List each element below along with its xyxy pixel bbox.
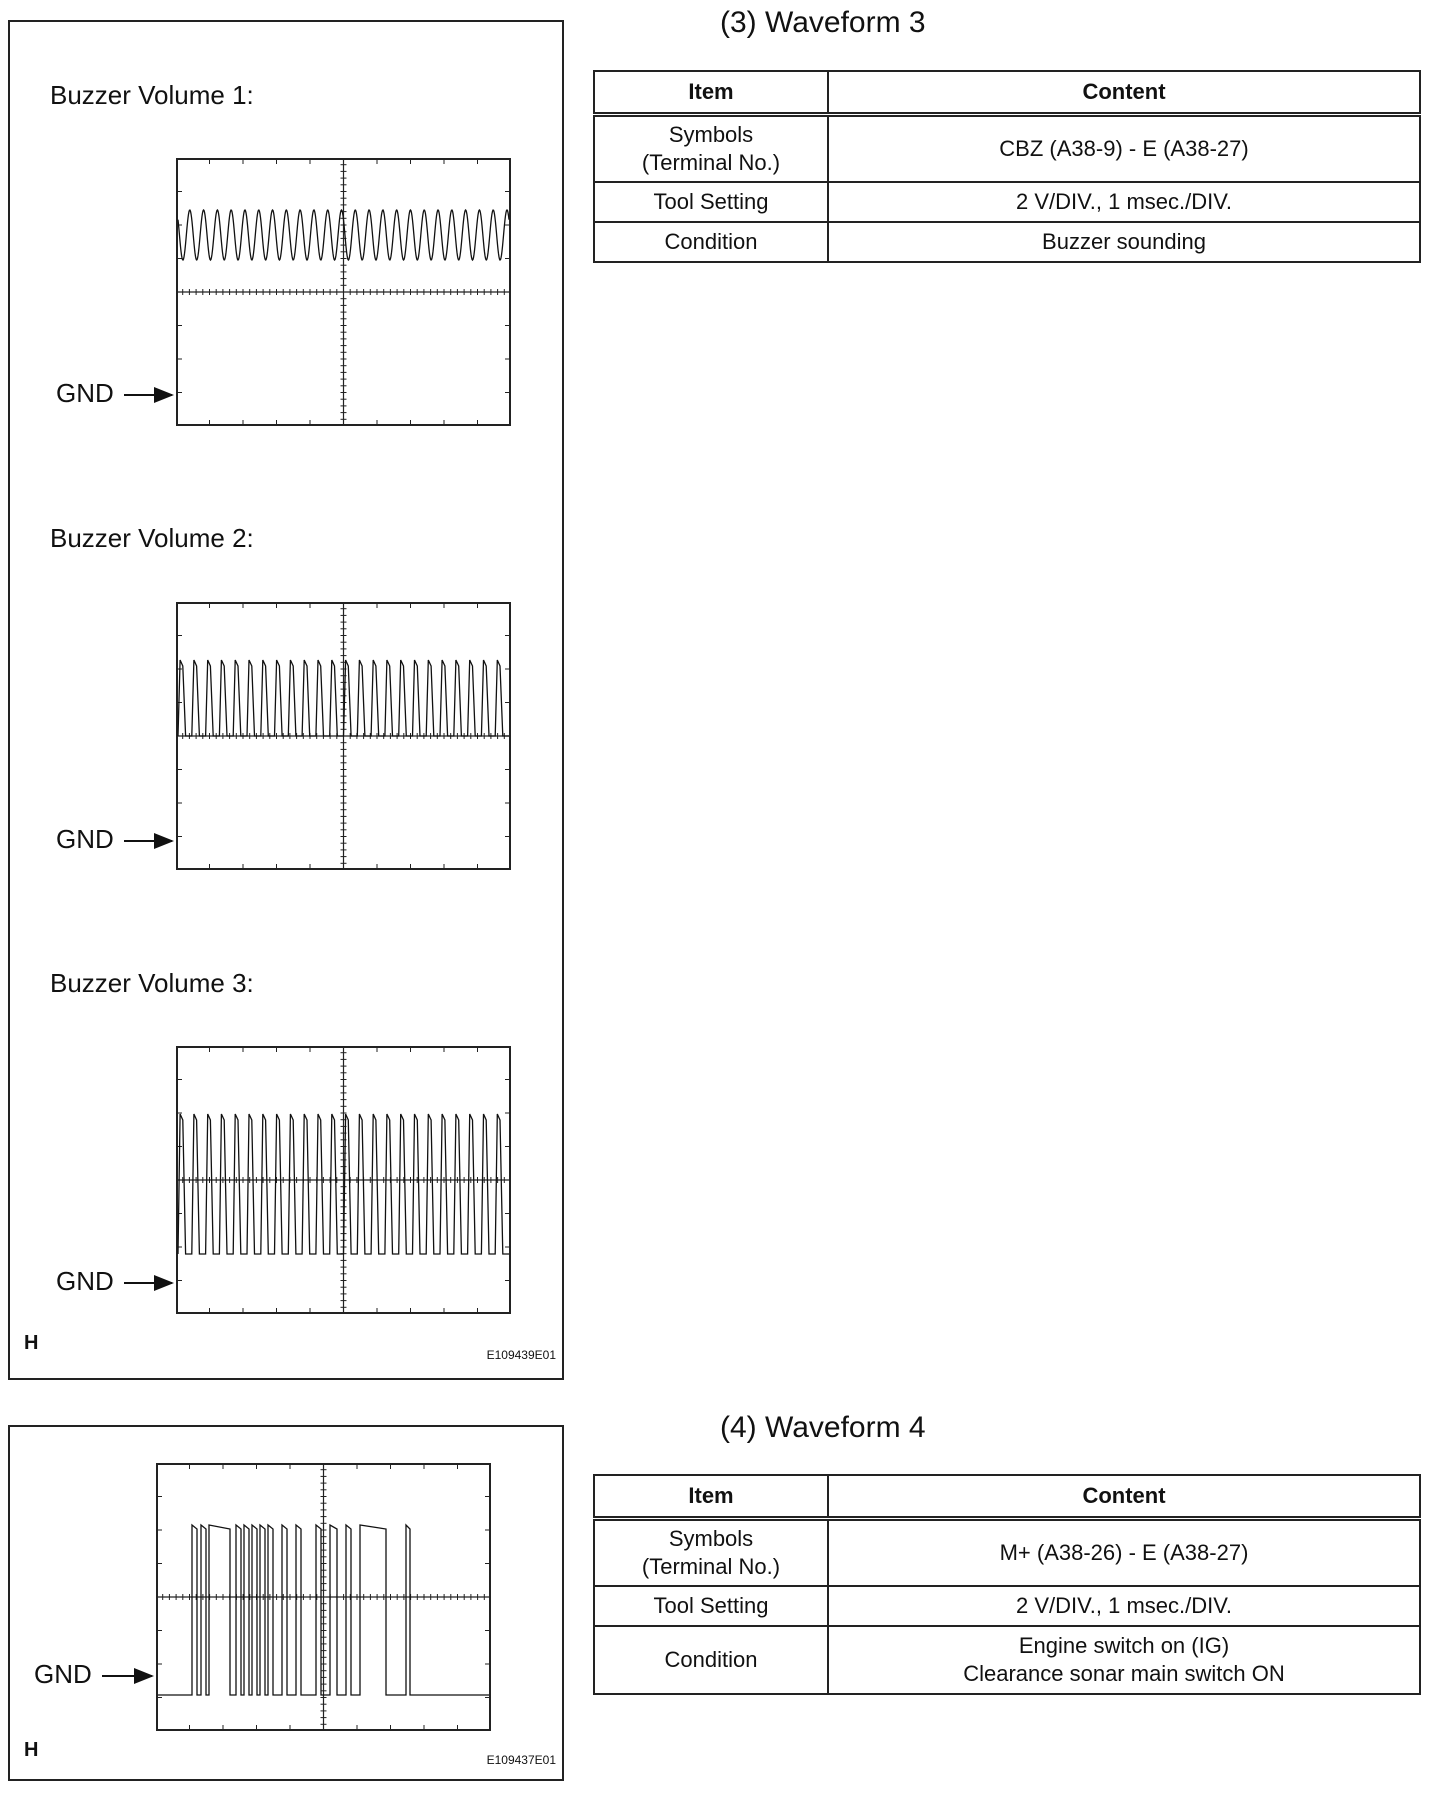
- table-row: [594, 115, 1420, 183]
- table-row: [594, 1519, 1420, 1587]
- content-line: Engine switch on (IG): [1018, 1633, 1230, 1658]
- gnd-label-3: GND: [56, 1266, 114, 1296]
- table-header-row: [594, 71, 1420, 115]
- scope-volume-3: [176, 1046, 511, 1314]
- buzzer-volume-1-label: Buzzer Volume 1:: [50, 80, 254, 110]
- content-line: Clearance sonar main switch ON: [963, 1661, 1285, 1686]
- item-cell: Condition: [594, 1626, 828, 1694]
- scope-volume-2: [176, 602, 511, 870]
- content-cell: 2 V/DIV., 1 msec./DIV.: [828, 182, 1420, 222]
- buzzer-volume-2-label: Buzzer Volume 2:: [50, 523, 254, 553]
- gnd-label-2: GND: [56, 824, 114, 854]
- buzzer-volume-3-label: Buzzer Volume 3:: [50, 968, 254, 998]
- oscilloscope-grid: [156, 1463, 491, 1731]
- header-item: Item: [594, 71, 828, 115]
- figure-corner-mark: H: [24, 1332, 39, 1354]
- content-cell: CBZ (A38-9) - E (A38-27): [828, 115, 1420, 183]
- item-line: (Terminal No.): [641, 150, 781, 175]
- item-line: (Terminal No.): [641, 1554, 781, 1579]
- figure-code: E109439E01: [486, 1348, 556, 1362]
- item-cell: [594, 115, 828, 183]
- content-cell: [828, 1626, 1420, 1694]
- item-cell: [594, 1519, 828, 1587]
- gnd-label-1: GND: [56, 378, 114, 408]
- gnd-arrow-icon: [124, 840, 172, 842]
- table-header-row: [594, 1475, 1420, 1519]
- gnd-arrow-icon: [124, 394, 172, 396]
- item-cell: Condition: [594, 222, 828, 262]
- content-cell: M+ (A38-26) - E (A38-27): [828, 1519, 1420, 1587]
- waveform-3-title: (3) Waveform 3: [720, 6, 926, 39]
- figure-corner-mark: H: [24, 1739, 39, 1761]
- scope-volume-1: [176, 158, 511, 426]
- gnd-arrow-icon: [102, 1675, 152, 1677]
- table-row: [594, 1626, 1420, 1694]
- header-content: Content: [828, 71, 1420, 115]
- waveform-3-table: [593, 70, 1421, 263]
- oscilloscope-grid: [176, 602, 511, 870]
- figure-buzzer-volumes: [8, 20, 564, 1380]
- content-cell: Buzzer sounding: [828, 222, 1420, 262]
- figure-code: E109437E01: [486, 1753, 556, 1767]
- header-content: Content: [828, 1475, 1420, 1519]
- header-item: Item: [594, 1475, 828, 1519]
- item-cell: Tool Setting: [594, 1586, 828, 1626]
- waveform-4-title: (4) Waveform 4: [720, 1411, 926, 1444]
- table-row: [594, 222, 1420, 262]
- figure-waveform-4: [8, 1425, 564, 1781]
- oscilloscope-grid: [176, 1046, 511, 1314]
- table-row: [594, 182, 1420, 222]
- item-cell: Tool Setting: [594, 182, 828, 222]
- item-line: Symbols: [668, 1526, 754, 1551]
- waveform-4-table: [593, 1474, 1421, 1695]
- table-row: [594, 1586, 1420, 1626]
- content-cell: 2 V/DIV., 1 msec./DIV.: [828, 1586, 1420, 1626]
- oscilloscope-grid: [176, 158, 511, 426]
- item-line: Symbols: [668, 122, 754, 147]
- scope-waveform-4: [156, 1463, 491, 1731]
- gnd-label-4: GND: [34, 1659, 92, 1689]
- gnd-arrow-icon: [124, 1282, 172, 1284]
